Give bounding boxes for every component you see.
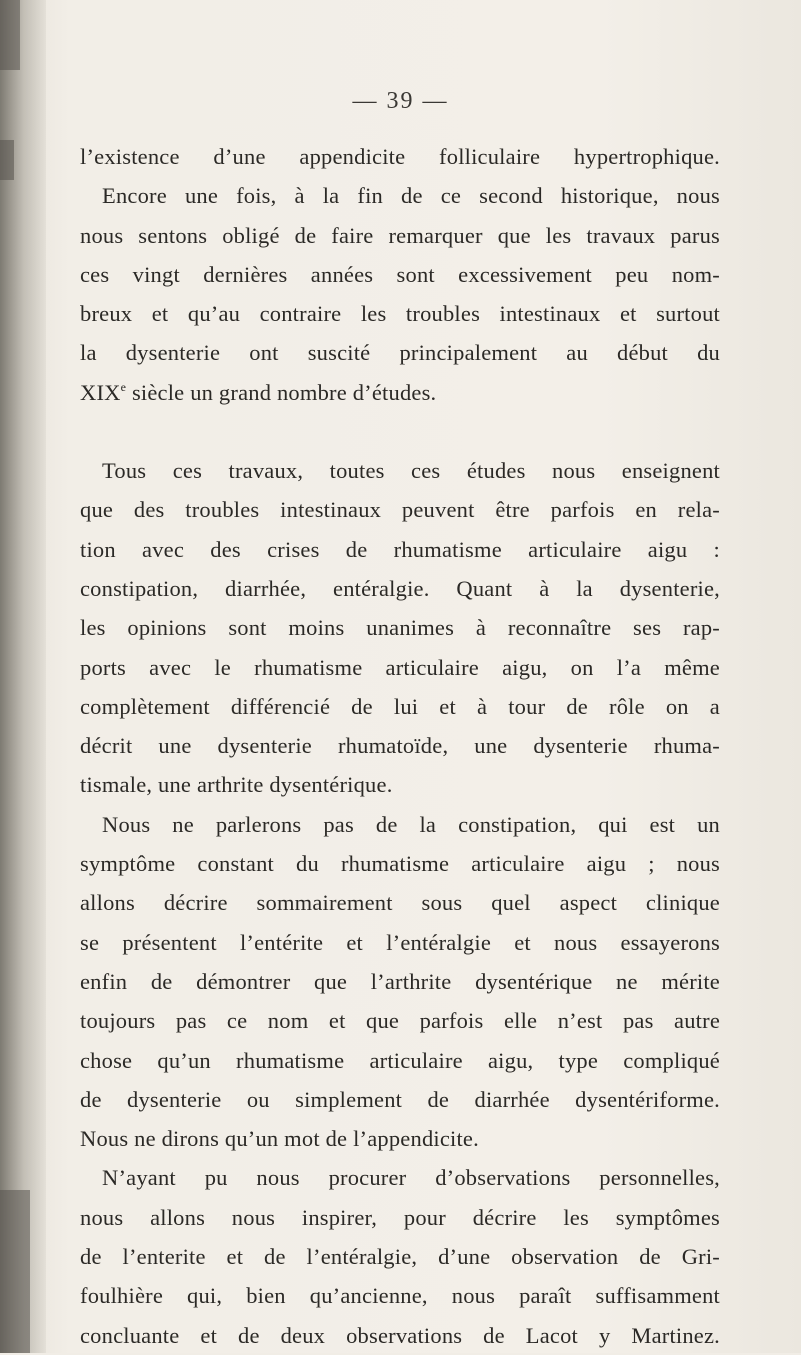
text-line: tion avec des crises de rhumatisme articulaire aigu : [80,536,720,562]
text-line: toujours pas ce nom et que parfois elle n’est pas autre [80,1008,720,1034]
text-line: nous sentons obligé de faire remarquer que les travaux parus [80,222,720,248]
text-line: siècle un grand nombre d’études. [131,379,437,405]
text-line: se présentent l’entérite et l’entéralgie et nous essayerons [80,929,720,955]
text-line: Nous ne dirons qu’un mot de l’appendicite. [80,1126,479,1152]
gutter-shadow-mid [0,140,14,180]
century-numeral: XIX [80,379,121,405]
text-line: que des troubles intestinaux peuvent être parfois en rela- [80,497,720,523]
text-line: enfin de démontrer que l’arthrite dysentérique ne mérite [80,968,720,994]
text-line: les opinions sont moins unanimes à reconnaître ses rap- [80,615,720,641]
binding-gutter [0,0,46,1353]
text-line: de dysenterie ou simplement de diarrhée dysentériforme. [80,1086,720,1112]
text-line: Encore une fois, à la fin de ce second historique, nous [102,183,720,209]
text-line: concluante et de deux observations de Lacot y Martinez. [80,1322,720,1348]
gutter-shadow-bottom [0,1190,30,1353]
text-line: Tous ces travaux, toutes ces études nous enseignent [102,458,720,484]
text-line: décrit une dysenterie rhumatoïde, une dysenterie rhuma- [80,733,720,759]
text-line: de l’enterite et de l’entéralgie, d’une observation de Gri- [80,1244,720,1270]
text-line: tismale, une arthrite dysentérique. [80,772,393,798]
text-line: constipation, diarrhée, entéralgie. Quant à la dysenterie, [80,575,720,601]
text-line: complètement différencié de lui et à tour de rôle on a [80,693,720,719]
text-line: ces vingt dernières années sont excessivement peu nom- [80,261,720,287]
text-line: foulhière qui, bien qu’ancienne, nous paraît suffisamment [80,1283,720,1309]
century-suffix: e [120,379,127,394]
text-line: breux et qu’au contraire les troubles intestinaux et surtout [80,301,720,327]
text-line: l’existence d’une appendicite folliculaire hypertrophique. [80,144,720,169]
text-line: Nous ne parlerons pas de la constipation, qui est un [102,811,720,837]
text-line: symptôme constant du rhumatisme articulaire aigu ; nous [80,851,720,877]
gutter-shadow-top [0,0,20,70]
text-line: N’ayant pu nous procurer d’observations personnelles, [102,1165,720,1191]
page-number: — 39 — [352,88,449,114]
text-line: chose qu’un rhumatisme articulaire aigu, type compliqué [80,1047,720,1073]
body-text [80,137,720,1355]
text-line: la dysenterie ont suscité principalement au début du [80,340,720,366]
text-line: allons décrire sommairement sous quel aspect clinique [80,890,720,916]
text-line: nous allons nous inspirer, pour décrire les symptômes [80,1204,720,1230]
text-line-century [80,373,720,412]
paragraph-gap [80,412,720,451]
text-line: ports avec le rhumatisme articulaire aigu, on l’a même [80,654,720,680]
